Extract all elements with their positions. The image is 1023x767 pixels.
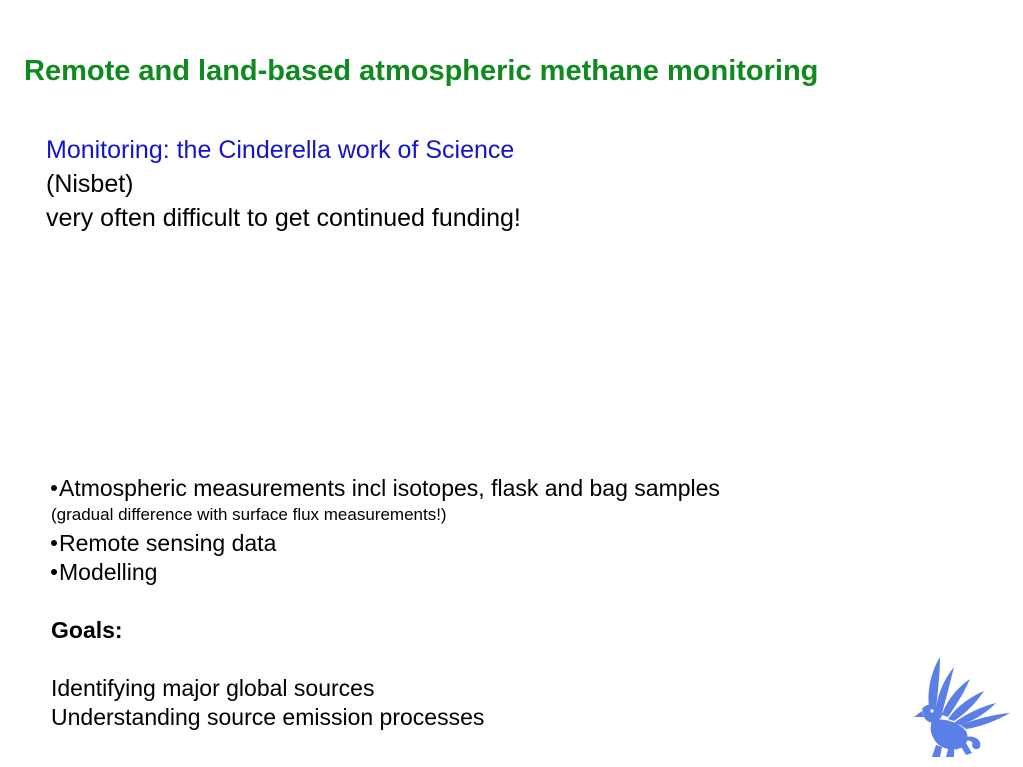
list-item <box>51 529 951 558</box>
griffin-logo-icon <box>910 651 1014 759</box>
goal-item: Understanding source emission processes <box>51 704 485 730</box>
bullet-text: Remote sensing data <box>59 530 277 556</box>
slide-subtitle: Monitoring: the Cinderella work of Science <box>46 136 515 164</box>
spacer <box>51 645 951 674</box>
slide-title: Remote and land-based atmospheric methane monitoring <box>24 55 819 87</box>
bullet-icon <box>51 569 57 575</box>
bullet-icon <box>51 540 57 546</box>
bullet-icon <box>51 485 57 491</box>
bullet-text: Modelling <box>59 559 158 585</box>
goal-item: Identifying major global sources <box>51 675 375 701</box>
funding-remark: very often difficult to get continued funding! <box>46 204 521 232</box>
bullet-text: Atmospheric measurements incl isotopes, flask and bag samples <box>59 475 720 501</box>
subtitle-block <box>46 133 521 235</box>
goals-heading: Goals: <box>51 617 123 643</box>
attribution: (Nisbet) <box>46 170 134 198</box>
bullet-list <box>51 474 951 732</box>
list-item <box>51 558 951 587</box>
spacer <box>51 587 951 616</box>
list-item <box>51 474 951 503</box>
bullet-note: (gradual difference with surface flux measurements!) <box>51 505 447 524</box>
